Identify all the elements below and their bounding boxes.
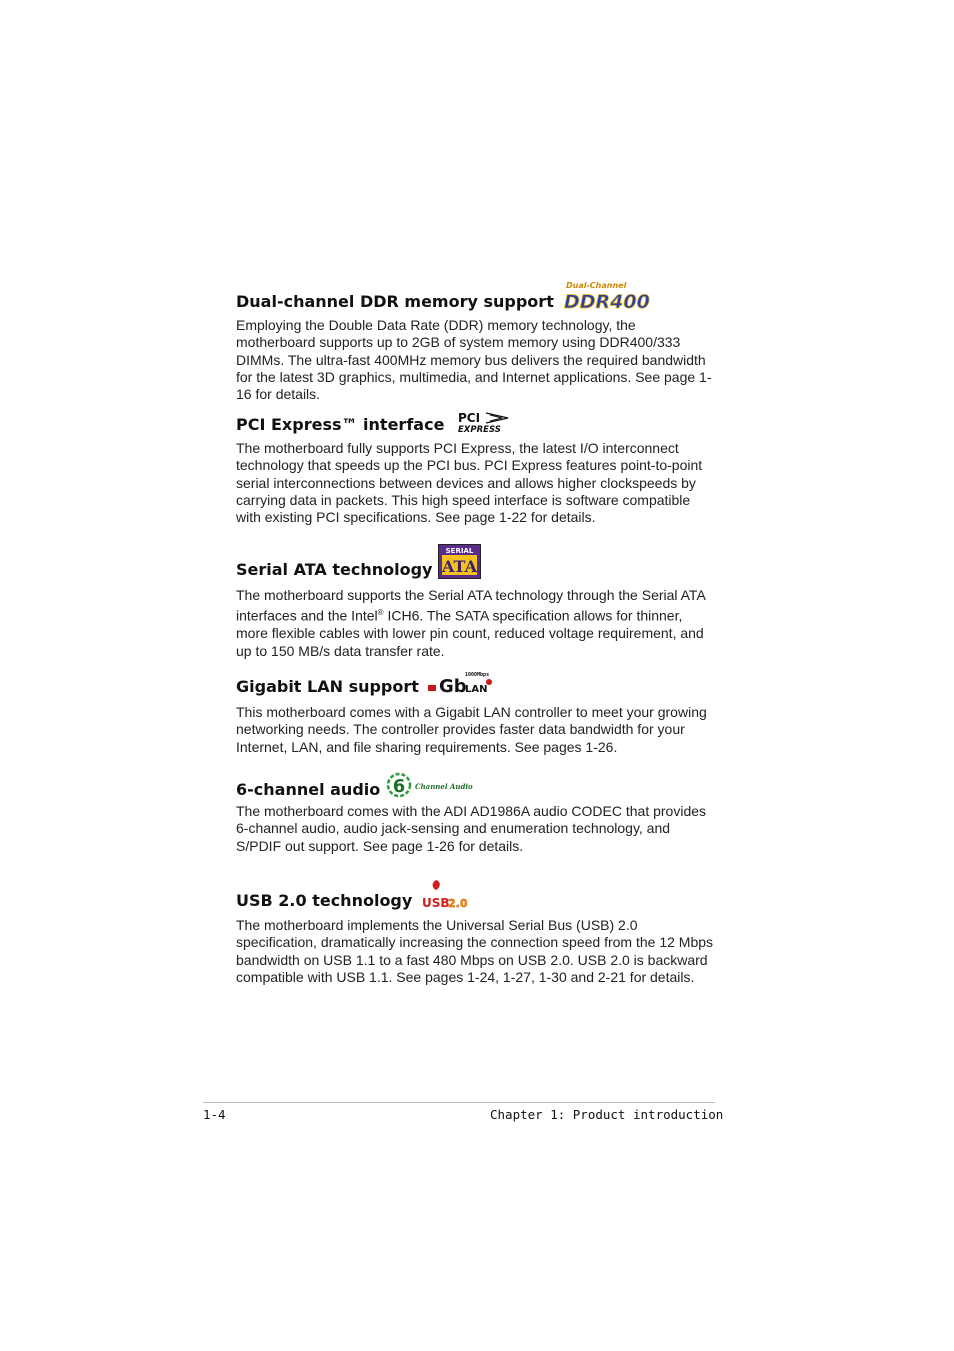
gigabit-lan-logo-icon [427,670,495,696]
lan-logo-top-text: 1000Mbps [464,672,490,678]
section-gigabit-lan [236,670,716,756]
usb2-logo-icon [420,878,472,910]
heading-text: Dual-channel DDR memory support [236,292,554,311]
section-body: The motherboard comes with the ADI AD1986A audio CODEC that provides 6-channel audio, audio jack-sensing and enumeration technology, and S/PDIF out support. See page 1-26 for details. [236,803,707,854]
section-body: This motherboard comes with a Gigabit LAN controller to meet your growing networking needs. The controller provides faster data bandwidth for your Internet, LAN, and file sharing requirements. See pages 1-26. [236,704,707,755]
audio-logo-sub-text: Channel Audio [415,782,473,791]
chapter-title: Chapter 1: Product introduction [490,1107,724,1122]
heading-text: Gigabit LAN support [236,677,419,696]
ddr400-logo-icon [562,281,662,311]
serial-ata-logo-icon [438,544,481,579]
usb-logo-main-text: USB [422,896,450,910]
section-body: Employing the Double Data Rate (DDR) memory technology, the motherboard supports up to 2GB of system memory using DDR400/333 DIMMs. The ultra-fast 400MHz memory bus delivers the required bandwidth for the latest 3D graphics, multimedia, and Internet applications. See page 1-16 for details. [236,317,712,403]
section-body: The motherboard fully supports PCI Express, the latest I/O interconnect technology that speeds up the PCI bus. PCI Express features point-to-point serial interconnections between devices and allows higher clockspeeds by carrying data in packets. This high speed interface is software compatible with existing PCI specifications. See page 1-22 for details. [236,440,703,526]
sata-logo-main-text: ATA [442,557,478,576]
lan-logo-main-text: Gb [438,676,467,697]
heading-text: 6-channel audio [236,780,381,799]
section-pci-express [236,410,716,526]
section-heading [236,878,716,910]
audio-logo-main-text: 6 [392,776,406,797]
section-heading [236,410,716,434]
section-heading [236,670,716,696]
six-channel-audio-logo-icon [386,773,473,799]
heading-text: Serial ATA technology [236,560,433,579]
heading-text: PCI Express™ interface [236,415,445,434]
sata-logo-top-text: SERIAL [446,547,474,555]
pci-logo-top-text: PCI [458,411,481,425]
lan-logo-sub-text: LAN [464,684,488,695]
section-body [236,587,716,660]
section-ddr [236,281,716,403]
section-heading [236,544,716,579]
ddr-logo-main-text: DDR400 [563,291,650,313]
heading-text: USB 2.0 technology [236,891,413,910]
body-text-part-2: ICH6. The SATA specification allows for thinner, more flexible cables with lower pin count, reduced voltage requirement, and up to 150 MB/s data transfer rate. [236,607,704,659]
page-number: 1-4 [203,1107,226,1122]
footer-divider [203,1102,715,1103]
pci-logo-main-text: EXPRESS [458,425,502,435]
section-heading [236,281,716,311]
pci-express-logo-icon [456,410,514,434]
section-body: The motherboard implements the Universal Serial Bus (USB) 2.0 specification, dramatically increasing the connection speed from the 12 Mbps bandwidth on USB 1.1 to a fast 480 Mbps on USB 2.0. USB 2.0 is backward compatible with USB 1.1. See pages 1-24, 1-27, 1-30 and 2-21 for details. [236,917,714,985]
section-six-channel-audio [236,773,716,855]
usb-logo-sub-text: 2.0 [448,897,468,910]
ddr-logo-top-text: Dual-Channel [565,281,627,290]
section-heading [236,773,716,799]
section-serial-ata [236,544,716,660]
body-text-part-1: The motherboard supports the Serial ATA technology through the Serial ATA interfaces and the Intel [236,587,706,624]
section-usb2 [236,878,716,986]
registered-mark: ® [377,608,384,618]
